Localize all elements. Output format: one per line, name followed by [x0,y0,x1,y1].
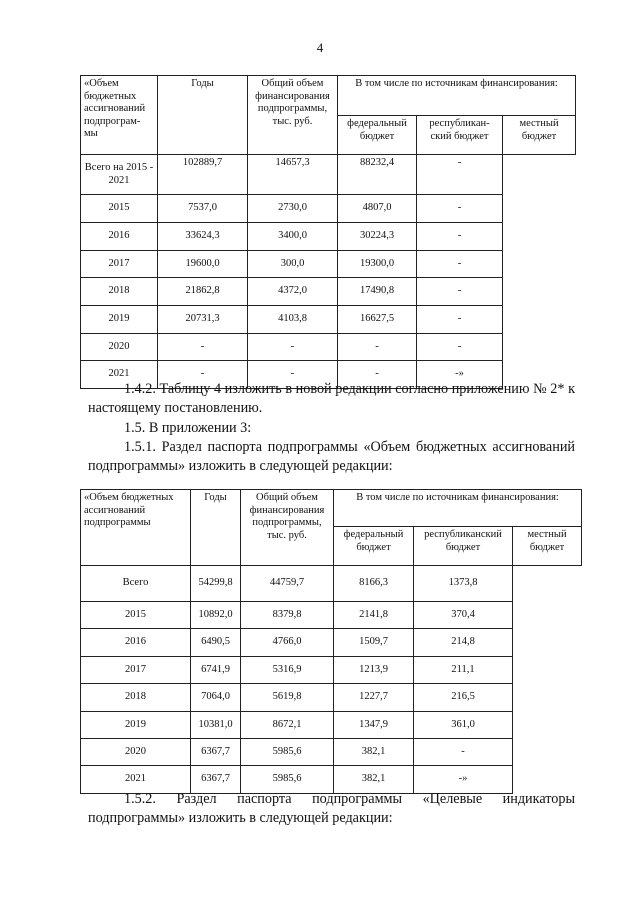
table-cell-value: 21862,8 [158,278,248,306]
table-cell-value: 19600,0 [158,251,248,278]
table2-header-federal: федеральный бюджет [334,527,414,566]
page-number: 4 [316,40,324,55]
table2-header-republic: республиканский бюджет [414,527,513,566]
table-cell-value: 33624,3 [158,223,248,251]
table-cell-value: 2730,0 [248,195,338,223]
table-cell-value: - [248,361,338,389]
table-row [81,602,582,629]
table-cell-value: - [338,334,417,361]
table-cell-value: - [417,223,503,251]
table-cell-value: - [414,739,513,766]
table2-header-total: Общий объем финансирования подпрограммы, тыс. руб. [241,490,334,566]
table-cell-value: 20731,3 [158,306,248,334]
table-cell-value: 17490,8 [338,278,417,306]
table-cell-value: - [417,306,503,334]
table-cell-value: 211,1 [414,657,513,684]
table-row [81,566,582,602]
table-cell-value: 10381,0 [191,712,241,739]
table-cell-value: 3400,0 [248,223,338,251]
table-cell-year: 2016 [81,223,158,251]
table-cell-value: -» [414,766,513,794]
table-cell-value: -» [417,361,503,389]
table-cell-value: 1509,7 [334,629,414,657]
table-cell-value: 19300,0 [338,251,417,278]
table-cell-value: - [417,251,503,278]
table-cell-value: 382,1 [334,739,414,766]
table-cell-year: 2019 [81,306,158,334]
table-cell-value: 8379,8 [241,602,334,629]
table-cell-value: 4807,0 [338,195,417,223]
table1-label: «Объем бюджетных ассигнований подпрограм-мы [81,76,158,155]
table-cell-value: 4103,8 [248,306,338,334]
table-cell-year: 2021 [81,766,191,794]
table-cell-year: Всего [81,566,191,602]
table-cell-value: 10892,0 [191,602,241,629]
table1-header-year: Годы [158,76,248,155]
table1-header-sources: В том числе по источникам финансирования: [338,76,576,116]
table-cell-value: 5985,6 [241,766,334,794]
table-cell-value: 7537,0 [158,195,248,223]
table-cell-value: 8672,1 [241,712,334,739]
table-cell-value: 300,0 [248,251,338,278]
table1-header-total: Общий объем финансирования подпрограммы, тыс. руб. [248,76,338,155]
table2-label: «Объем бюджетных ассигнований подпрограммы [81,490,191,566]
table-cell-value: 7064,0 [191,684,241,712]
table-row [81,251,576,278]
paragraph-1-4-2: 1.4.2. Таблицу 4 изложить в новой редакции согласно приложению № 2* к настоящему постановлению. [88,381,575,416]
table2-header-local: местный бюджет [513,527,582,566]
table-cell-value: 216,5 [414,684,513,712]
table-row [81,155,576,195]
table-cell-value: - [338,361,417,389]
table-cell-year: 2018 [81,684,191,712]
budget-table-2 [80,489,582,794]
table-row [81,306,576,334]
table-cell-value: 2141,8 [334,602,414,629]
table-cell-value: 382,1 [334,766,414,794]
table-row [81,195,576,223]
table-cell-year: 2016 [81,629,191,657]
table-cell-year: 2018 [81,278,158,306]
table-cell-value: - [158,334,248,361]
table-cell-value: 8166,3 [334,566,414,602]
table-cell-value: 88232,4 [338,155,417,195]
table-cell-year: 2015 [81,602,191,629]
table-cell-value: 30224,3 [338,223,417,251]
table2-header-sources: В том числе по источникам финансирования: [334,490,582,527]
table-cell-value: 6367,7 [191,739,241,766]
table-cell-value: 102889,7 [158,155,248,195]
table-cell-value: 6741,9 [191,657,241,684]
table-cell-value: - [417,278,503,306]
table-cell-value: 5619,8 [241,684,334,712]
table-cell-value: 361,0 [414,712,513,739]
table-cell-value: 4372,0 [248,278,338,306]
paragraph-1-5-1: 1.5.1. Раздел паспорта подпрограммы «Объем бюджетных ассигнований подпрограммы» изложить в следующей редакции: [88,439,575,474]
table-cell-year: 2017 [81,657,191,684]
table-cell-year: 2019 [81,712,191,739]
paragraph-1-5: 1.5. В приложении 3: [124,420,252,436]
table-cell-value: 6367,7 [191,766,241,794]
table-row [81,629,582,657]
table-cell-value: 5316,9 [241,657,334,684]
table-cell-value: 214,8 [414,629,513,657]
table-row [81,334,576,361]
table-cell-value: - [417,334,503,361]
table1-header-federal: федеральный бюджет [338,116,417,155]
table-row [81,684,582,712]
table-row [81,657,582,684]
table-cell-value: 1213,9 [334,657,414,684]
table-cell-value: 16627,5 [338,306,417,334]
table2-header-year: Годы [191,490,241,566]
paragraph-1-5-2: 1.5.2. Раздел паспорта подпрограммы «Целевые индикаторы подпрограммы» изложить в следующей редакции: [88,791,575,826]
table-cell-value: 1347,9 [334,712,414,739]
budget-table-1 [80,75,576,389]
table-cell-value: 14657,3 [248,155,338,195]
table-row [81,278,576,306]
table1-header-local: местный бюджет [503,116,576,155]
table-cell-value: - [158,361,248,389]
table-cell-value: - [417,195,503,223]
table-cell-value: 1373,8 [414,566,513,602]
table-cell-value: 370,4 [414,602,513,629]
table1-header-republic: республикан-ский бюджет [417,116,503,155]
table-cell-year: Всего на 2015 - 2021 [81,155,158,195]
table-cell-year: 2021 [81,361,158,389]
table-cell-value: - [248,334,338,361]
table-row [81,739,582,766]
table-cell-value: 44759,7 [241,566,334,602]
table-cell-year: 2020 [81,334,158,361]
table-row [81,712,582,739]
table-cell-value: 5985,6 [241,739,334,766]
table-cell-year: 2020 [81,739,191,766]
table-cell-value: 1227,7 [334,684,414,712]
table-row [81,223,576,251]
table-cell-value: 4766,0 [241,629,334,657]
table-cell-value: 54299,8 [191,566,241,602]
table-cell-value: 6490,5 [191,629,241,657]
table-cell-year: 2017 [81,251,158,278]
table-cell-value: - [417,155,503,195]
table-cell-year: 2015 [81,195,158,223]
